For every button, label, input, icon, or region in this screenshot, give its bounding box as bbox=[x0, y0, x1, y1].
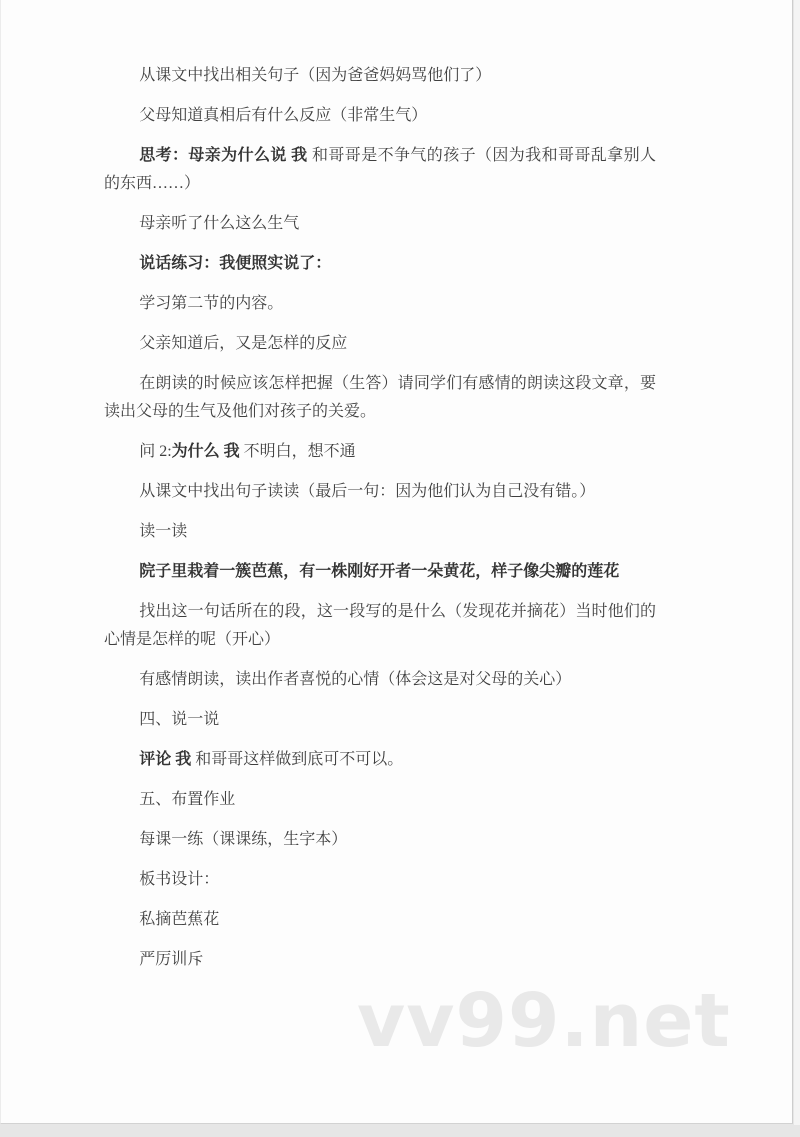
paragraph bbox=[104, 142, 656, 198]
text-segment: 从课文中找出句子读读（最后一句：因为他们认为自己没有错。） bbox=[139, 483, 596, 500]
paragraph bbox=[104, 906, 656, 934]
paragraph bbox=[104, 290, 656, 318]
bold-text-segment: 为什么 我 bbox=[171, 443, 240, 460]
text-segment: 私摘芭蕉花 bbox=[139, 911, 220, 928]
paragraph bbox=[104, 438, 656, 466]
paragraph bbox=[104, 370, 656, 426]
text-segment: 严厉训斥 bbox=[139, 951, 204, 968]
bold-text-segment: 说话练习：我便照实说了： bbox=[139, 255, 332, 272]
paragraph bbox=[104, 250, 656, 278]
text-segment: 和哥哥是不争气的孩子（因为我和哥哥乱拿别人的东西……） bbox=[104, 147, 656, 192]
paragraph bbox=[104, 478, 656, 506]
text-segment: 父母知道真相后有什么反应（非常生气） bbox=[139, 107, 428, 124]
text-segment: 每课一练（课课练，生字本） bbox=[139, 831, 348, 848]
document-content bbox=[104, 62, 656, 986]
paragraph bbox=[104, 62, 656, 90]
text-segment: 学习第二节的内容。 bbox=[139, 295, 284, 312]
paragraph bbox=[104, 598, 656, 654]
paragraph bbox=[104, 330, 656, 358]
paragraph bbox=[104, 706, 656, 734]
paragraph bbox=[104, 866, 656, 894]
text-segment: 父亲知道后，又是怎样的反应 bbox=[139, 335, 348, 352]
text-segment: 四、说一说 bbox=[139, 711, 220, 728]
text-segment: 在朗读的时候应该怎样把握（生答）请同学们有感情的朗读这段文章，要读出父母的生气及他们对孩子的关爱。 bbox=[104, 375, 656, 420]
bold-text-segment: 评论 我 bbox=[139, 751, 192, 768]
paragraph bbox=[104, 102, 656, 130]
paragraph bbox=[104, 946, 656, 974]
text-segment: 有感情朗读，读出作者喜悦的心情（体会这是对父母的关心） bbox=[139, 671, 572, 688]
paragraph bbox=[104, 518, 656, 546]
text-segment: 从课文中找出相关句子（因为爸爸妈妈骂他们了） bbox=[139, 67, 492, 84]
text-segment: 找出这一句话所在的段，这一段写的是什么（发现花并摘花）当时他们的心情是怎样的呢（开心） bbox=[104, 603, 656, 648]
paragraph bbox=[104, 786, 656, 814]
text-segment: 读一读 bbox=[139, 523, 188, 540]
paragraph bbox=[104, 210, 656, 238]
bold-text-segment: 思考：母亲为什么说 我 bbox=[139, 147, 308, 164]
text-segment: 问 2: bbox=[139, 443, 172, 460]
paragraph bbox=[104, 826, 656, 854]
text-segment: 不明白，想不通 bbox=[239, 443, 356, 460]
watermark-text: vv99.net bbox=[357, 978, 731, 1064]
text-segment: 板书设计： bbox=[139, 871, 220, 888]
text-segment: 母亲听了什么这么生气 bbox=[139, 215, 300, 232]
page-right-edge bbox=[794, 0, 800, 1125]
paragraph bbox=[104, 558, 656, 586]
paragraph bbox=[104, 746, 656, 774]
paragraph bbox=[104, 666, 656, 694]
text-segment: 五、布置作业 bbox=[139, 791, 236, 808]
text-segment: 和哥哥这样做到底可不可以。 bbox=[191, 751, 404, 768]
bold-text-segment: 院子里栽着一簇芭蕉，有一株刚好开者一朵黄花，样子像尖瓣的莲花 bbox=[139, 563, 620, 580]
